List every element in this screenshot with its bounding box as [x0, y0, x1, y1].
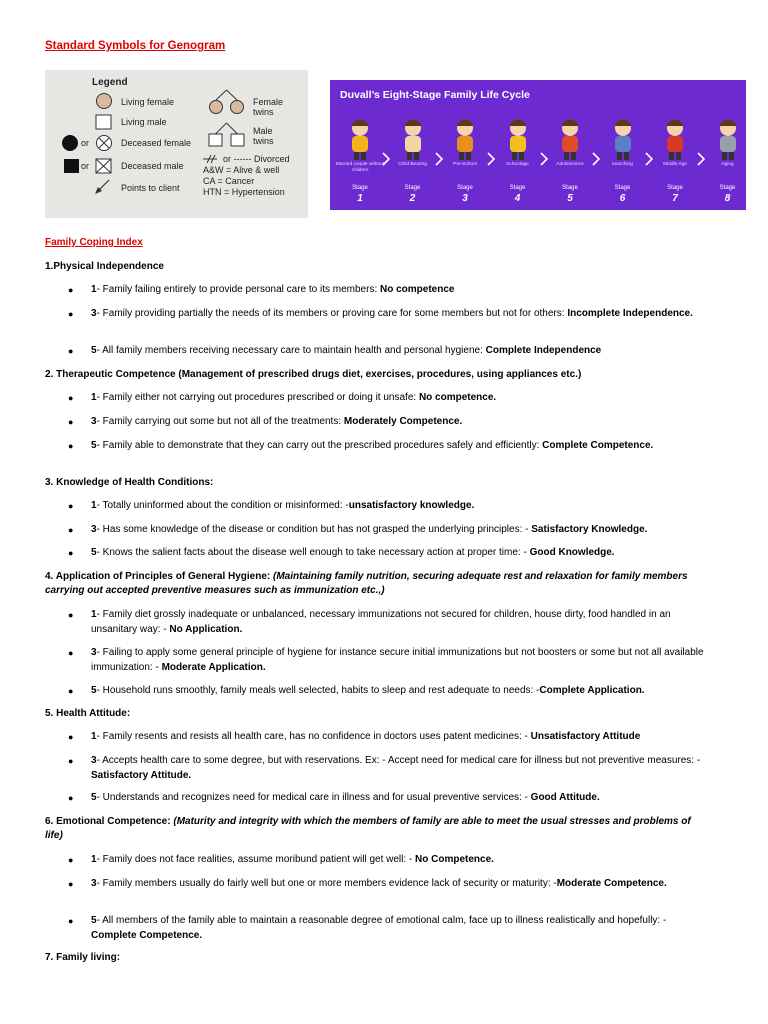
- item-rating: Good Knowledge.: [529, 547, 615, 558]
- item-description: - Household runs smoothly, family meals well selected, habits to sleep and rest adequate to needs: -: [96, 685, 540, 696]
- stage-3: [439, 110, 491, 208]
- item-rating: Moderate Application.: [161, 661, 266, 673]
- legend-female-twins: Female twins: [253, 97, 284, 117]
- stage-2: [387, 110, 439, 208]
- bullet-icon: ●: [68, 855, 74, 865]
- coping-item: [68, 877, 711, 892]
- coping-item: [68, 499, 711, 514]
- item-description: - Understands and recognizes need for medical care in illness and for usual preventive services: -: [96, 792, 531, 803]
- stage-word: Stage: [562, 185, 578, 191]
- section-heading-text: 7. Family living:: [45, 952, 121, 963]
- item-description: - Has some knowledge of the disease or condition but has not grasped the underlying principles: -: [96, 524, 532, 535]
- item-description: - Totally uninformed about the condition or misinformed: -: [96, 500, 349, 511]
- item-description: - All members of the family able to maintain a reasonable degree of emotional calm, face up to illness realistically and hopefully: -: [96, 915, 667, 926]
- legend-htn: HTN = Hypertension: [203, 187, 285, 197]
- legend-deceased-male: Deceased male: [121, 161, 184, 171]
- stage-label: Pre-School: [453, 162, 477, 167]
- legend-divorced: or ------ Divorced: [223, 154, 290, 164]
- legend-aw: A&W = Alive & well: [203, 165, 280, 175]
- stage-word: Stage: [352, 185, 368, 191]
- stage-6: [597, 110, 649, 208]
- section-heading-text: 2. Therapeutic Competence (Management of prescribed drugs diet, exercises, procedures, using appliances etc.): [45, 369, 582, 380]
- item-description: - Family carrying out some but not all of the treatments:: [96, 416, 344, 427]
- score-number: 3: [91, 878, 97, 889]
- family-figure-icon: [657, 116, 693, 162]
- item-rating: No Competence.: [415, 854, 494, 865]
- stage-number: 4: [514, 193, 521, 204]
- score-number: 5: [91, 440, 97, 451]
- item-rating: Satisfactory Attitude.: [91, 769, 192, 781]
- item-description: - Knows the salient facts about the disease well enough to take necessary action at proper time: -: [96, 547, 530, 558]
- stage-word: Stage: [719, 185, 736, 191]
- score-number: 5: [91, 792, 97, 803]
- item-description: - Family able to demonstrate that they can carry out the prescribed procedures safely and efficiently:: [96, 440, 543, 451]
- stage-label: Married couple without children: [335, 162, 385, 173]
- bullet-icon: ●: [68, 732, 74, 742]
- section-heading: [45, 570, 705, 598]
- section-heading: [45, 476, 705, 490]
- score-number: 1: [91, 854, 97, 865]
- item-description: - Family providing partially the needs of its members or proving care for some members but not for others:: [96, 308, 568, 319]
- section-heading-text: 5. Health Attitude:: [45, 708, 131, 719]
- stage-label: launching: [612, 162, 633, 167]
- item-rating: Complete Competence.: [542, 440, 654, 451]
- family-figure-icon: [605, 116, 641, 162]
- item-description: - All family members receiving necessary care to maintain health and personal hygiene:: [96, 345, 486, 356]
- stage-label: Aging: [721, 162, 734, 167]
- stage-word: Stage: [614, 185, 631, 191]
- stage-4: [492, 110, 544, 208]
- coping-heading: Family Coping Index: [45, 237, 143, 248]
- bullet-icon: ●: [68, 501, 74, 511]
- section-heading: [45, 260, 705, 274]
- score-number: 5: [91, 345, 97, 356]
- legend-heading: Legend: [92, 77, 128, 88]
- item-rating: Complete Application.: [539, 685, 645, 696]
- bullet-icon: ●: [68, 548, 74, 558]
- item-description: - Family members usually do fairly well but one or more members evidence lack of security or maturity: -: [96, 878, 557, 889]
- coping-item: [68, 754, 711, 783]
- section-heading: [45, 368, 705, 382]
- item-rating: Unsatisfactory Attitude: [530, 731, 641, 742]
- stage-8: [702, 110, 747, 208]
- coping-item: [68, 853, 711, 868]
- coping-item: [68, 730, 711, 745]
- stage-word: Stage: [404, 185, 421, 191]
- duvall-life-cycle-image: [330, 80, 746, 210]
- item-description: - Family resents and resists all health care, has no confidence in doctors uses patent medicines: -: [96, 731, 531, 742]
- stage-7: [649, 110, 701, 208]
- score-number: 1: [91, 284, 97, 295]
- stage-label: Adolescence: [556, 162, 584, 167]
- bullet-icon: ●: [68, 417, 74, 427]
- legend-living-male: Living male: [121, 117, 167, 127]
- family-figure-icon: [710, 116, 746, 162]
- score-number: 3: [91, 308, 97, 319]
- stage-number: 7: [672, 193, 678, 204]
- coping-item: [68, 391, 711, 406]
- score-number: 5: [91, 685, 97, 696]
- bullet-icon: ●: [68, 610, 74, 620]
- item-rating: No competence: [380, 284, 455, 295]
- stage-label: Schoolage: [506, 162, 529, 167]
- score-number: 1: [91, 731, 97, 742]
- stage-word: Stage: [509, 185, 526, 191]
- coping-item: [68, 344, 711, 359]
- item-rating: Moderately Competence.: [343, 416, 463, 427]
- stage-word: Stage: [667, 185, 683, 191]
- stage-number: 3: [462, 193, 468, 204]
- family-figure-icon: [395, 116, 431, 162]
- bullet-icon: ●: [68, 346, 74, 356]
- score-number: 3: [91, 647, 97, 658]
- item-rating: Satisfactory Knowledge.: [531, 524, 648, 535]
- coping-item: [68, 307, 711, 322]
- item-description: - Family either not carrying out procedures prescribed or doing it unsafe:: [96, 392, 419, 403]
- section-heading: [45, 951, 705, 965]
- page-title: Standard Symbols for Genogram: [45, 40, 226, 52]
- item-rating: No Application.: [169, 623, 243, 635]
- coping-item: [68, 415, 711, 430]
- duvall-title: Duvall’s Eight-Stage Family Life Cycle: [340, 89, 530, 101]
- stage-number: 2: [409, 193, 416, 204]
- item-description: - Failing to apply some general principle of hygiene for instance secure initial immunizations but not boosters or some but not all available immunization: -: [91, 647, 704, 673]
- item-description: - Family does not face realities, assume moribund patient will get well: -: [96, 854, 416, 865]
- score-number: 5: [91, 915, 97, 926]
- legend-living-female: Living female: [121, 97, 175, 107]
- family-figure-icon: [552, 116, 588, 162]
- item-description: - Family diet grossly inadequate or unbalanced, necessary immunizations not secured for children, house dirty, food handled in an unsanitary way: -: [91, 609, 671, 635]
- stage-5: [544, 110, 596, 208]
- bullet-icon: ●: [68, 686, 74, 696]
- stage-label: Middle Age: [663, 162, 687, 167]
- stage-number: 1: [357, 193, 363, 204]
- score-number: 1: [91, 609, 97, 620]
- family-figure-icon: [342, 116, 378, 162]
- section-heading-text: 6. Emotional Competence:: [45, 816, 174, 827]
- coping-item: [68, 523, 711, 538]
- coping-item: [68, 646, 711, 675]
- stage-number: 5: [567, 193, 573, 204]
- legend-deceased-female: Deceased female: [121, 138, 192, 148]
- section-heading: [45, 815, 705, 843]
- coping-item: [68, 608, 711, 637]
- bullet-icon: ●: [68, 793, 74, 803]
- family-figure-icon: [447, 116, 483, 162]
- score-number: 1: [91, 500, 97, 511]
- item-rating: Good Attitude.: [530, 792, 600, 803]
- genogram-legend-image: [45, 70, 308, 218]
- item-rating: No competence.: [418, 392, 497, 403]
- item-rating: Complete Competence.: [91, 929, 203, 941]
- stage-1: [334, 110, 386, 208]
- item-description: - Family failing entirely to provide personal care to its members:: [96, 284, 381, 295]
- score-number: 5: [91, 547, 97, 558]
- coping-item: [68, 546, 711, 561]
- bullet-icon: ●: [68, 441, 74, 451]
- legend-points-to-client: Points to client: [121, 183, 180, 193]
- stage-word: Stage: [457, 185, 473, 191]
- section-heading: [45, 707, 705, 721]
- section-heading-note: (Maintaining family nutrition, securing adequate rest and relaxation for family members carrying out accepted preventive measures such as immunization etc.,): [45, 571, 688, 596]
- legend-male-twins: Male twins: [253, 126, 274, 146]
- score-number: 1: [91, 392, 97, 403]
- legend-ca: CA = Cancer: [203, 176, 255, 186]
- bullet-icon: ●: [68, 648, 74, 658]
- stage-label: Child Bearing: [398, 162, 427, 167]
- section-heading-note: (Maturity and integrity with which the members of family are able to meet the usual stresses and problems of life): [45, 816, 691, 841]
- item-rating: Moderate Competence.: [556, 878, 667, 889]
- score-number: 3: [91, 524, 97, 535]
- coping-item: [68, 439, 711, 454]
- bullet-icon: ●: [68, 525, 74, 535]
- family-figure-icon: [500, 116, 536, 162]
- stage-number: 8: [724, 193, 731, 204]
- coping-item: [68, 684, 711, 699]
- coping-item: [68, 914, 711, 943]
- item-rating: Incomplete Independence.: [567, 308, 693, 319]
- legend-or-2: or: [81, 161, 90, 171]
- section-heading-text: 4. Application of Principles of General Hygiene:: [45, 571, 274, 582]
- bullet-icon: ●: [68, 756, 74, 766]
- section-heading-text: 1.Physical Independence: [45, 261, 164, 272]
- bullet-icon: ●: [68, 285, 74, 295]
- item-rating: unsatisfactory knowledge.: [348, 500, 475, 511]
- bullet-icon: ●: [68, 393, 74, 403]
- item-description: - Accepts health care to some degree, but with reservations. Ex: - Accept need for medical care for illness but not preventive measures: -: [96, 755, 701, 766]
- section-heading-text: 3. Knowledge of Health Conditions:: [45, 477, 214, 488]
- item-rating: Complete Independence: [485, 345, 602, 356]
- coping-item: [68, 791, 711, 806]
- legend-or-1: or: [81, 138, 90, 148]
- coping-item: [68, 283, 711, 298]
- score-number: 3: [91, 416, 97, 427]
- bullet-icon: ●: [68, 916, 74, 926]
- bullet-icon: ●: [68, 309, 74, 319]
- score-number: 3: [91, 755, 97, 766]
- stage-number: 6: [619, 193, 626, 204]
- bullet-icon: ●: [68, 879, 74, 889]
